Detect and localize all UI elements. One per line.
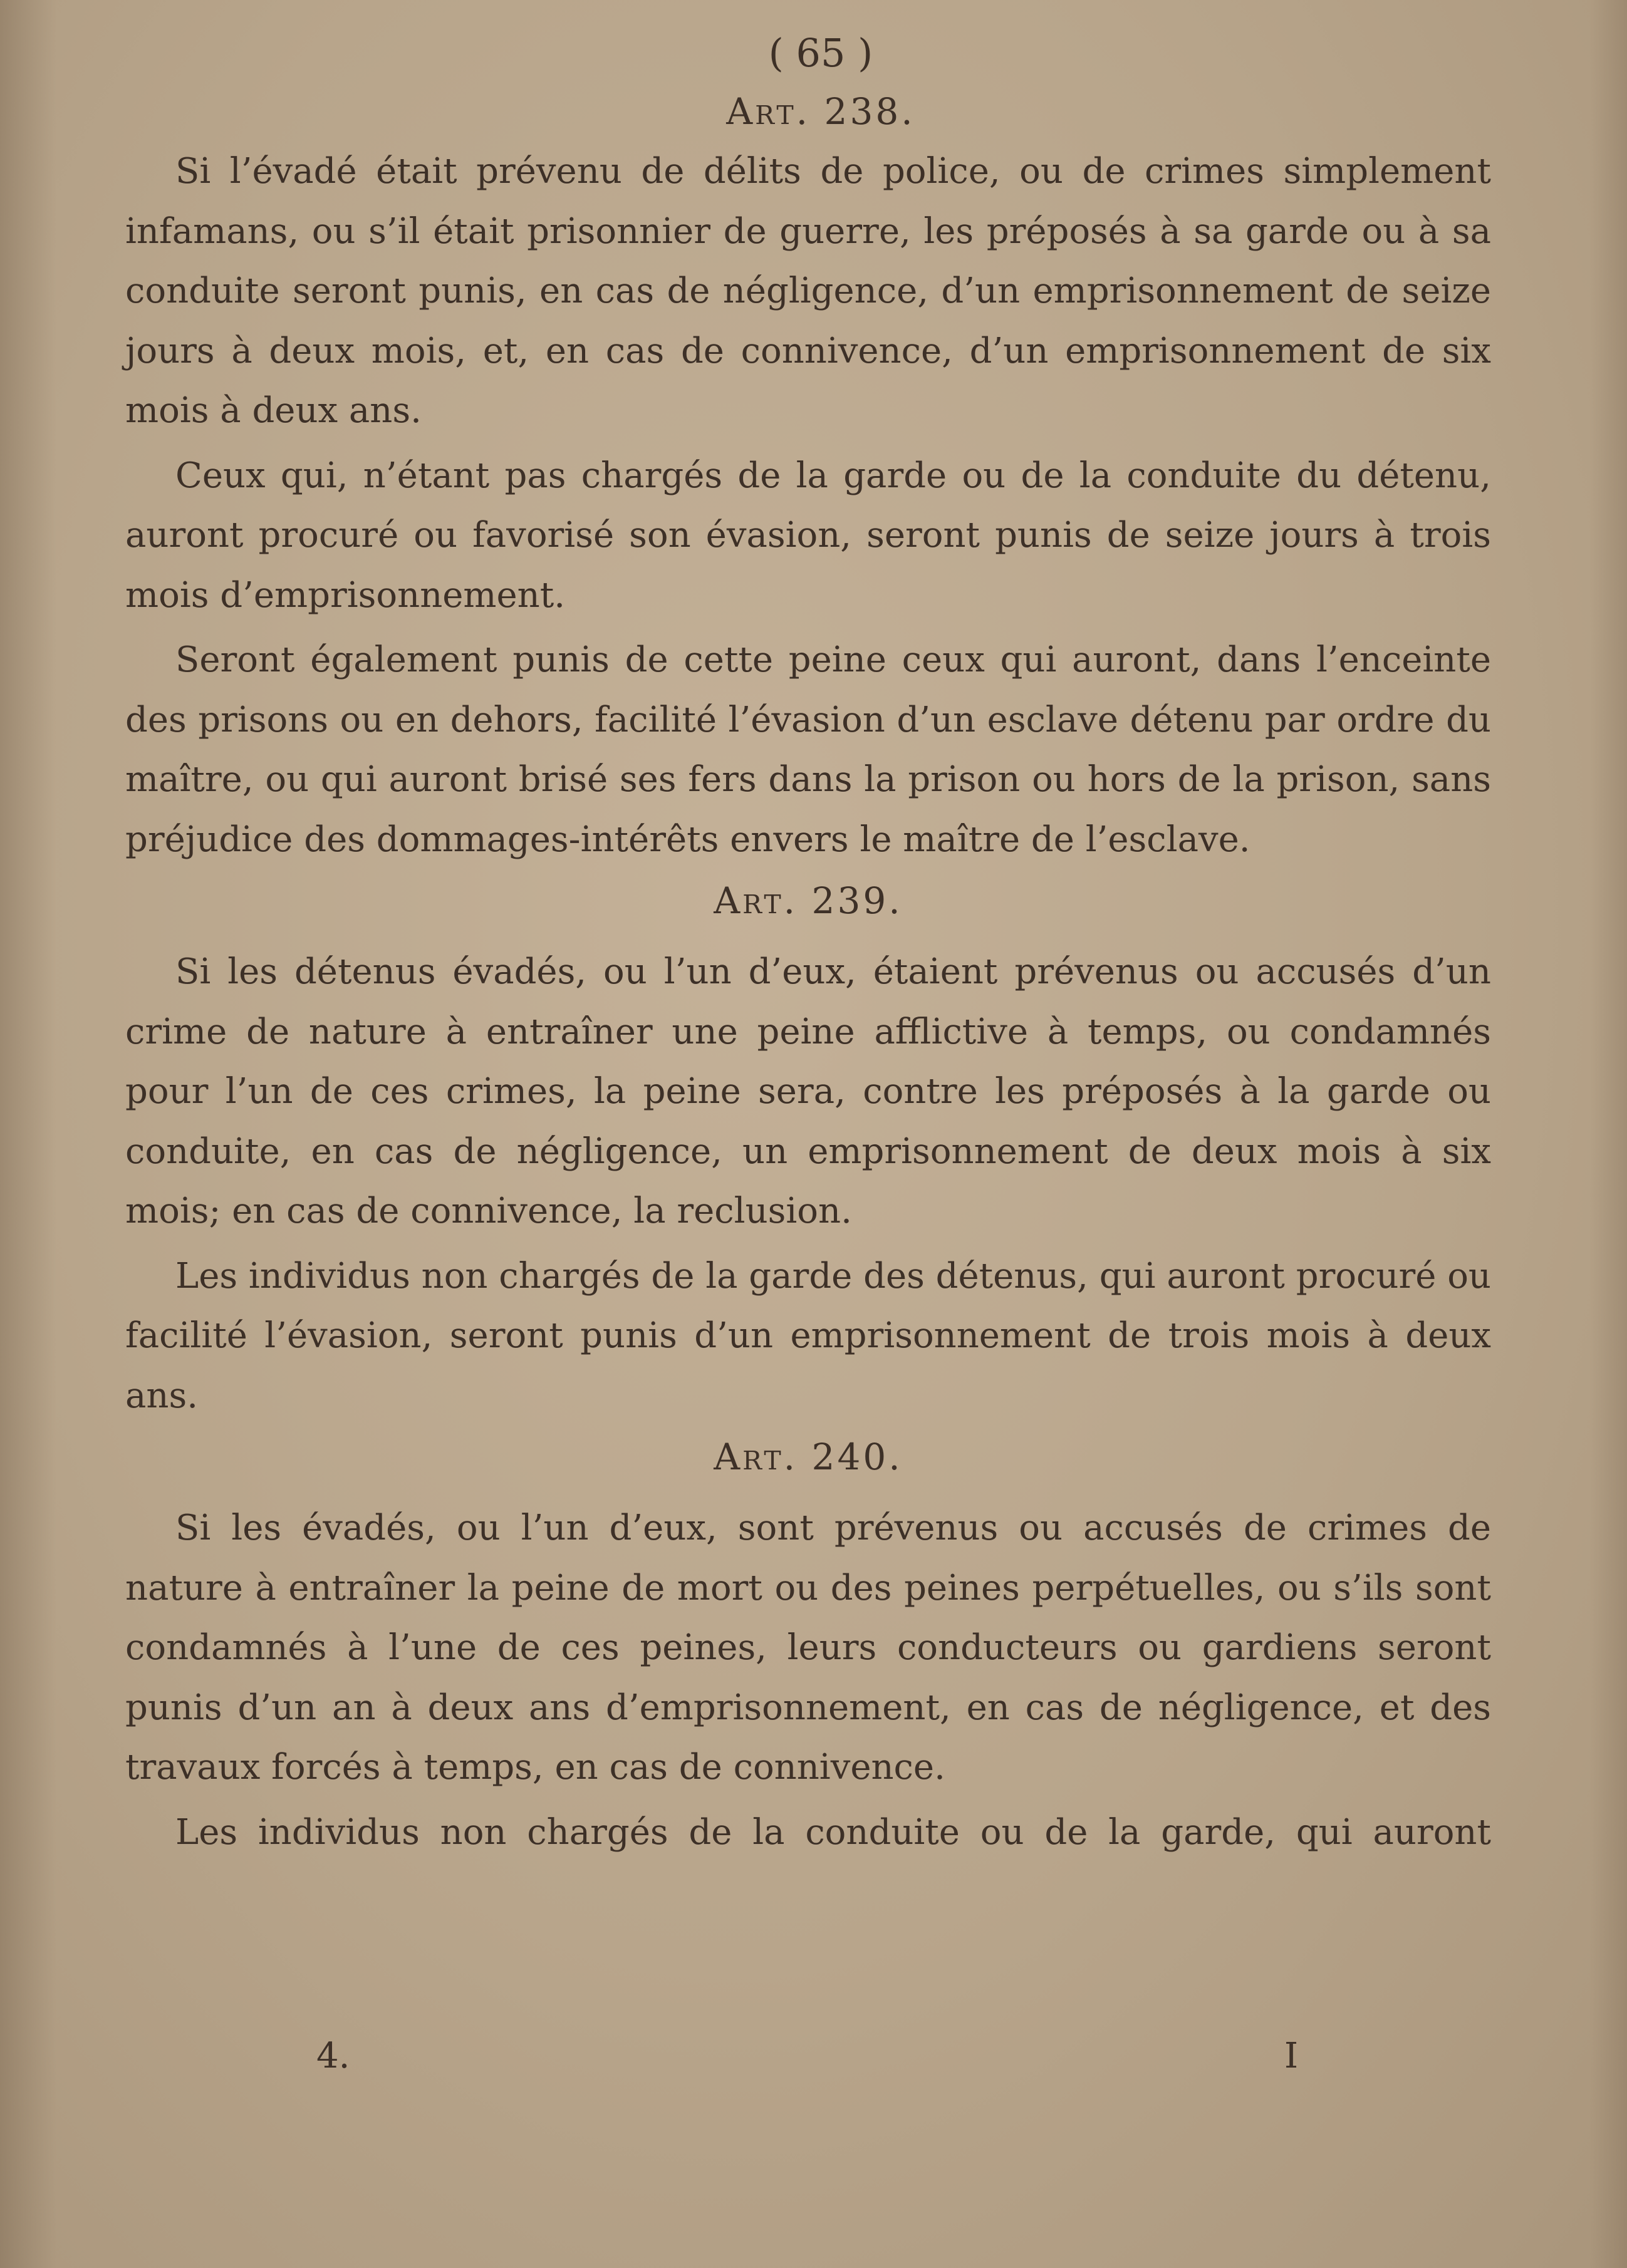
article-239-paragraph-1: Si les détenus évadés, ou l’un d’eux, étaient prévenus ou accusés d’un crime de nature à entraîner une peine afflictive à temps, ou condamnés pour l’un de ces crimes, la peine sera, contre les préposés à la garde ou conduite, en cas de négligence, un emprisonnement de deux mois à six mois; en cas de connivence, la reclusion. (125, 951, 1491, 1231)
signature-mark: 4. (316, 2036, 350, 2076)
page-edge-shadow-left (0, 0, 56, 2268)
gathering-mark: I (1284, 2036, 1299, 2076)
article-240-paragraph-1: Si les évadés, ou l’un d’eux, sont prévenus ou accusés de crimes de nature à entraîner la peine de mort ou des peines perpétuelles, ou s’ils sont condamnés à l’une de ces peines, leurs conducteurs ou gardiens seront punis d’un an à deux ans d’emprisonnement, en cas de négligence, et des travaux forcés à temps, en cas de connivence. (125, 1508, 1491, 1788)
page-body (125, 25, 1491, 1862)
article-heading-239: Art. 239. (714, 879, 903, 922)
article-238-paragraph-1: Si l’évadé était prévenu de délits de police, ou de crimes simplement infamans, ou s’il était prisonnier de guerre, les préposés à sa garde ou à sa conduite seront punis, en cas de négligence, d’un emprisonnement de seize jours à deux mois, et, en cas de connivence, d’un emprisonnement de six mois à deux ans. (125, 151, 1491, 431)
article-heading-238: Art. 238. (726, 90, 915, 133)
page-edge-shadow-right (1589, 0, 1627, 2268)
article-239-paragraph-2: Les individus non chargés de la garde des détenus, qui auront procuré ou facilité l’évasion, seront punis d’un emprisonnement de trois mois à deux ans. (125, 1255, 1491, 1416)
article-240-paragraph-2: Les individus non chargés de la conduite ou de la garde, qui auront (175, 1811, 1491, 1853)
page-number: ( 65 ) (768, 30, 873, 76)
article-heading-240: Art. 240. (714, 1436, 903, 1478)
article-238-paragraph-3: Seront également punis de cette peine ceux qui auront, dans l’enceinte des prisons ou en dehors, facilité l’évasion d’un esclave détenu par ordre du maître, ou qui auront brisé ses fers dans la prison ou hors de la prison, sans préjudice des dommages-intérêts envers le maître de l’esclave. (125, 639, 1491, 860)
article-238-paragraph-2: Ceux qui, n’étant pas chargés de la garde ou de la conduite du détenu, auront procuré ou favorisé son évasion, seront punis de seize jours à trois mois d’emprisonnement. (125, 455, 1491, 616)
page-footer (0, 2036, 1627, 2092)
